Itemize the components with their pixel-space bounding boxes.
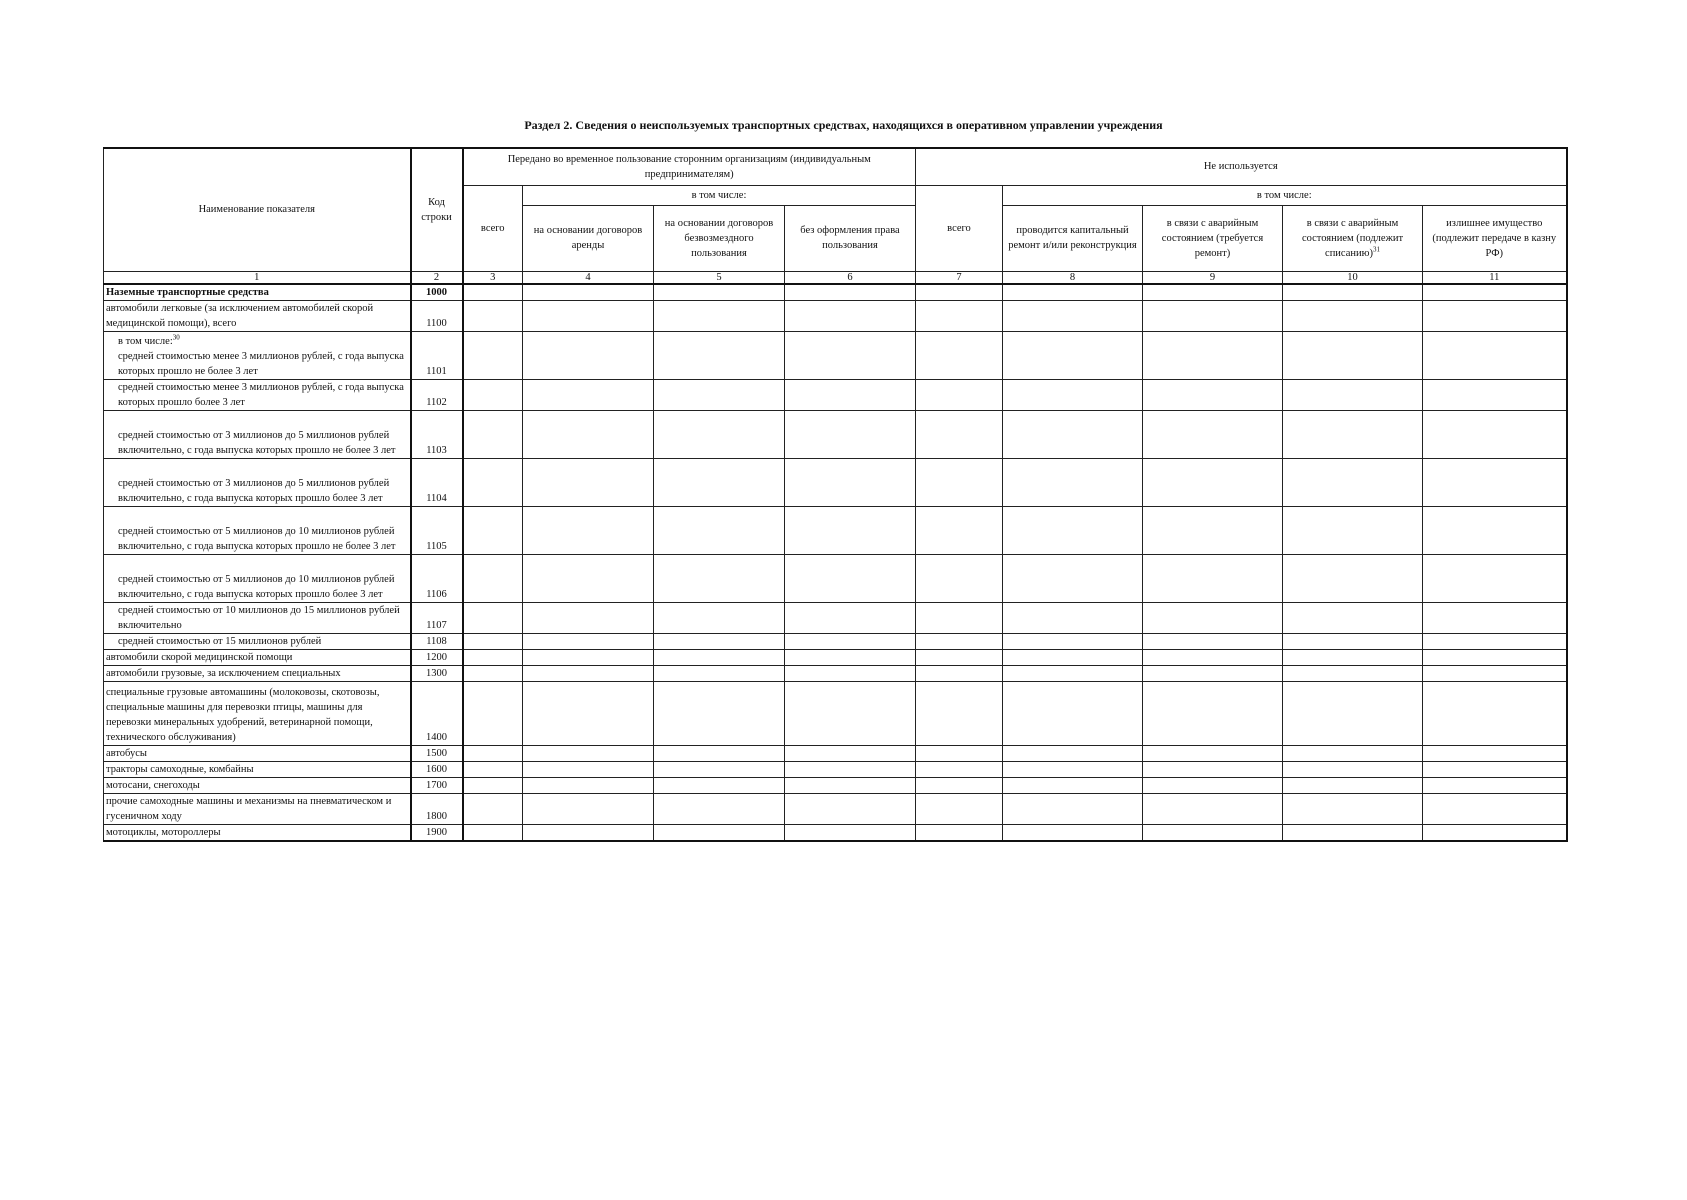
cell-col7[interactable] [916,761,1003,777]
row-code: 1700 [411,777,463,793]
row-code: 1200 [411,649,463,665]
column-number: 10 [1283,271,1423,284]
cell-col10[interactable] [1283,824,1423,841]
cell-col3[interactable] [463,300,523,331]
row-code: 1000 [411,284,463,301]
table-row [104,284,1567,301]
cell-col6[interactable] [785,665,916,681]
cell-col4[interactable] [523,300,654,331]
cell-col8[interactable] [1003,602,1143,633]
table-row [104,777,1567,793]
row-name-text: прочие самоходные машины и механизмы на пневматическом и гусеничном ходу [106,795,392,822]
cell-col8[interactable] [1003,761,1143,777]
cell-col7[interactable] [916,284,1003,301]
column-number: 3 [463,271,523,284]
cell-col9[interactable] [1143,761,1283,777]
row-name-prefix-text: в том числе: [118,335,173,347]
row-name-text: тракторы самоходные, комбайны [106,763,254,775]
cell-col6[interactable] [785,793,916,824]
row-name [104,793,411,824]
header-not-used-incl: в том числе: [1003,185,1567,205]
column-number: 9 [1143,271,1283,284]
table-row [104,745,1567,761]
row-name [104,284,411,301]
cell-col9[interactable] [1143,777,1283,793]
row-name [104,633,411,649]
row-name-prefix [118,334,408,349]
row-code: 1107 [411,602,463,633]
vehicles-table [103,147,1568,842]
cell-col8[interactable] [1003,410,1143,458]
header-col10-footnote: 31 [1372,245,1380,253]
row-name-text: автобусы [106,747,147,759]
cell-col5[interactable] [654,458,785,506]
row-name-text: средней стоимостью от 3 миллионов до 5 миллионов рублей включительно, с года выпуска которых прошло не более 3 лет [118,429,396,456]
cell-col3[interactable] [463,649,523,665]
cell-col3[interactable] [463,633,523,649]
row-name-text: средней стоимостью от 15 миллионов рублей [118,635,322,647]
row-name [104,681,411,745]
cell-col5[interactable] [654,824,785,841]
section-title: Раздел 2. Сведения о неиспользуемых транспортных средствах, находящихся в оперативном управлении учреждения [524,118,1163,132]
column-number: 6 [785,271,916,284]
cell-col3[interactable] [463,554,523,602]
cell-col7[interactable] [916,379,1003,410]
cell-col9[interactable] [1143,458,1283,506]
row-name [104,649,411,665]
cell-col3[interactable] [463,458,523,506]
cell-col11[interactable] [1423,458,1567,506]
cell-col10[interactable] [1283,506,1423,554]
cell-col3[interactable] [463,824,523,841]
column-number: 5 [654,271,785,284]
table-row [104,331,1567,379]
row-name-text: автомобили грузовые, за исключением специальных [106,667,341,679]
header-col10-text: в связи с аварийным состоянием (подлежит списанию) [1301,217,1404,259]
cell-col9[interactable] [1143,793,1283,824]
cell-col10[interactable] [1283,331,1423,379]
cell-col10[interactable] [1283,745,1423,761]
row-name-text: специальные грузовые автомашины (молоковозы, скотовозы, специальные машины для перевозки птицы, машины для перевозки минеральных удобрений, ветеринарной помощи, технического обслуживания) [106,686,380,743]
row-code: 1101 [411,331,463,379]
cell-col11[interactable] [1423,649,1567,665]
cell-col9[interactable] [1143,410,1283,458]
cell-col5[interactable] [654,602,785,633]
header-col8: проводится капитальный ремонт и/или реконструкция [1003,205,1143,271]
row-code: 1106 [411,554,463,602]
column-number: 2 [411,271,463,284]
row-name [104,665,411,681]
header-row-code [411,148,463,271]
cell-col8[interactable] [1003,665,1143,681]
cell-col3[interactable] [463,410,523,458]
cell-col11[interactable] [1423,824,1567,841]
cell-col9[interactable] [1143,681,1283,745]
header-col10 [1283,205,1423,271]
cell-col5[interactable] [654,665,785,681]
cell-col9[interactable] [1143,331,1283,379]
row-name [104,824,411,841]
cell-col7[interactable] [916,602,1003,633]
cell-col11[interactable] [1423,633,1567,649]
row-code: 1105 [411,506,463,554]
cell-col7[interactable] [916,793,1003,824]
cell-col6[interactable] [785,506,916,554]
cell-col6[interactable] [785,458,916,506]
cell-col11[interactable] [1423,379,1567,410]
cell-col5[interactable] [654,379,785,410]
cell-col4[interactable] [523,681,654,745]
row-code: 1500 [411,745,463,761]
cell-col5[interactable] [654,331,785,379]
header-indicator-name: Наименование показателя [104,148,411,271]
cell-col4[interactable] [523,284,654,301]
cell-col10[interactable] [1283,379,1423,410]
column-number: 8 [1003,271,1143,284]
table-row [104,793,1567,824]
cell-col8[interactable] [1003,284,1143,301]
cell-col11[interactable] [1423,793,1567,824]
cell-col4[interactable] [523,665,654,681]
cell-col10[interactable] [1283,777,1423,793]
row-name-text: средней стоимостью менее 3 миллионов рублей, с года выпуска которых прошло не более 3 лет [118,350,404,377]
cell-col5[interactable] [654,554,785,602]
cell-col7[interactable] [916,633,1003,649]
header-col4: на основании договоров аренды [523,205,654,271]
cell-col4[interactable] [523,379,654,410]
header-code-line1: Код [428,196,445,208]
cell-col11[interactable] [1423,300,1567,331]
cell-col8[interactable] [1003,331,1143,379]
cell-col6[interactable] [785,824,916,841]
cell-col5[interactable] [654,284,785,301]
cell-col6[interactable] [785,681,916,745]
cell-col7[interactable] [916,681,1003,745]
row-name-text: средней стоимостью от 3 миллионов до 5 миллионов рублей включительно, с года выпуска которых прошло более 3 лет [118,477,390,504]
cell-col10[interactable] [1283,681,1423,745]
row-name-text: средней стоимостью менее 3 миллионов рублей, с года выпуска которых прошло более 3 лет [118,381,404,408]
cell-col11[interactable] [1423,602,1567,633]
column-number: 11 [1423,271,1567,284]
table-row [104,458,1567,506]
cell-col8[interactable] [1003,793,1143,824]
cell-col3[interactable] [463,745,523,761]
cell-col5[interactable] [654,745,785,761]
cell-col3[interactable] [463,777,523,793]
cell-col10[interactable] [1283,633,1423,649]
cell-col7[interactable] [916,824,1003,841]
cell-col3[interactable] [463,331,523,379]
cell-col7[interactable] [916,506,1003,554]
cell-col8[interactable] [1003,824,1143,841]
cell-col11[interactable] [1423,681,1567,745]
row-name-text: мотосани, снегоходы [106,779,200,791]
cell-col4[interactable] [523,410,654,458]
table-row [104,300,1567,331]
header-code-line2: строки [421,211,452,223]
row-name [104,745,411,761]
column-number: 7 [916,271,1003,284]
cell-col10[interactable] [1283,410,1423,458]
cell-col11[interactable] [1423,761,1567,777]
cell-col10[interactable] [1283,761,1423,777]
table-row [104,379,1567,410]
header-not-used-total: всего [916,185,1003,271]
cell-col5[interactable] [654,777,785,793]
cell-col10[interactable] [1283,458,1423,506]
cell-col9[interactable] [1143,665,1283,681]
cell-col9[interactable] [1143,300,1283,331]
cell-col8[interactable] [1003,777,1143,793]
cell-col4[interactable] [523,745,654,761]
cell-col10[interactable] [1283,665,1423,681]
cell-col4[interactable] [523,793,654,824]
cell-col9[interactable] [1143,745,1283,761]
cell-col6[interactable] [785,745,916,761]
cell-col5[interactable] [654,633,785,649]
row-code: 1104 [411,458,463,506]
cell-col4[interactable] [523,554,654,602]
cell-col5[interactable] [654,410,785,458]
cell-col4[interactable] [523,761,654,777]
cell-col7[interactable] [916,777,1003,793]
row-name [104,554,411,602]
cell-col8[interactable] [1003,633,1143,649]
cell-col8[interactable] [1003,506,1143,554]
cell-col4[interactable] [523,777,654,793]
cell-col11[interactable] [1423,284,1567,301]
cell-col9[interactable] [1143,506,1283,554]
cell-col8[interactable] [1003,681,1143,745]
cell-col10[interactable] [1283,300,1423,331]
row-name [104,379,411,410]
row-name-text: автомобили легковые (за исключением автомобилей скорой медицинской помощи), всего [106,302,374,329]
cell-col10[interactable] [1283,284,1423,301]
cell-col5[interactable] [654,793,785,824]
cell-col4[interactable] [523,633,654,649]
cell-col3[interactable] [463,284,523,301]
row-name [104,300,411,331]
cell-col9[interactable] [1143,602,1283,633]
row-code: 1100 [411,300,463,331]
row-code: 1103 [411,410,463,458]
header-transferred-incl: в том числе: [523,185,916,205]
header-not-used: Не используется [916,148,1567,185]
cell-col10[interactable] [1283,554,1423,602]
cell-col7[interactable] [916,410,1003,458]
header-col9: в связи с аварийным состоянием (требуется ремонт) [1143,205,1283,271]
cell-col5[interactable] [654,681,785,745]
row-name [104,777,411,793]
cell-col4[interactable] [523,458,654,506]
cell-col3[interactable] [463,761,523,777]
cell-col3[interactable] [463,665,523,681]
row-name-text: Наземные транспортные средства [106,286,269,298]
cell-col7[interactable] [916,458,1003,506]
header-transferred-total: всего [463,185,523,271]
cell-col4[interactable] [523,824,654,841]
table-row [104,602,1567,633]
cell-col9[interactable] [1143,554,1283,602]
cell-col6[interactable] [785,284,916,301]
cell-col6[interactable] [785,602,916,633]
cell-col11[interactable] [1423,777,1567,793]
cell-col7[interactable] [916,665,1003,681]
row-code: 1400 [411,681,463,745]
column-number: 4 [523,271,654,284]
cell-col11[interactable] [1423,665,1567,681]
cell-col4[interactable] [523,649,654,665]
row-code: 1300 [411,665,463,681]
cell-col9[interactable] [1143,379,1283,410]
cell-col6[interactable] [785,761,916,777]
cell-col7[interactable] [916,745,1003,761]
table-row [104,554,1567,602]
table-row [104,649,1567,665]
row-name-text: автомобили скорой медицинской помощи [106,651,293,663]
row-name [104,506,411,554]
row-name-text: средней стоимостью от 10 миллионов до 15 миллионов рублей включительно [118,604,400,631]
header-col11: излишнее имущество (подлежит передаче в казну РФ) [1423,205,1567,271]
form-table-wrapper [103,147,1566,842]
row-code: 1108 [411,633,463,649]
cell-col9[interactable] [1143,633,1283,649]
row-name [104,458,411,506]
cell-col11[interactable] [1423,506,1567,554]
cell-col6[interactable] [785,410,916,458]
row-code: 1800 [411,793,463,824]
cell-col8[interactable] [1003,458,1143,506]
cell-col11[interactable] [1423,554,1567,602]
cell-col4[interactable] [523,506,654,554]
cell-col5[interactable] [654,649,785,665]
cell-col9[interactable] [1143,649,1283,665]
cell-col8[interactable] [1003,554,1143,602]
row-name-text: средней стоимостью от 5 миллионов до 10 миллионов рублей включительно, с года выпуска которых прошло более 3 лет [118,573,395,600]
header-transferred: Передано во временное пользование сторонним организациям (индивидуальным предпринимателям) [463,148,916,185]
cell-col4[interactable] [523,331,654,379]
cell-col8[interactable] [1003,649,1143,665]
cell-col7[interactable] [916,331,1003,379]
row-name-text: мотоциклы, мотороллеры [106,826,221,838]
row-code: 1900 [411,824,463,841]
cell-col6[interactable] [785,379,916,410]
cell-col8[interactable] [1003,379,1143,410]
cell-col7[interactable] [916,300,1003,331]
cell-col6[interactable] [785,300,916,331]
cell-col11[interactable] [1423,410,1567,458]
cell-col6[interactable] [785,777,916,793]
row-code: 1102 [411,379,463,410]
cell-col6[interactable] [785,649,916,665]
row-code: 1600 [411,761,463,777]
cell-col7[interactable] [916,649,1003,665]
row-name [104,410,411,458]
table-row [104,506,1567,554]
cell-col10[interactable] [1283,602,1423,633]
cell-col11[interactable] [1423,745,1567,761]
header-col5: на основании договоров безвозмездного пользования [654,205,785,271]
column-number: 1 [104,271,411,284]
cell-col5[interactable] [654,761,785,777]
header-col6: без оформления права пользования [785,205,916,271]
cell-col8[interactable] [1003,300,1143,331]
row-name [104,602,411,633]
cell-col8[interactable] [1003,745,1143,761]
column-number-row [104,271,1567,284]
table-row [104,665,1567,681]
table-row [104,681,1567,745]
table-row [104,761,1567,777]
cell-col9[interactable] [1143,284,1283,301]
cell-col9[interactable] [1143,824,1283,841]
row-name [104,331,411,379]
row-name-text: средней стоимостью от 5 миллионов до 10 миллионов рублей включительно, с года выпуска которых прошло не более 3 лет [118,525,396,552]
cell-col11[interactable] [1423,331,1567,379]
cell-col6[interactable] [785,633,916,649]
cell-col5[interactable] [654,300,785,331]
cell-col6[interactable] [785,331,916,379]
cell-col10[interactable] [1283,793,1423,824]
cell-col4[interactable] [523,602,654,633]
row-name [104,761,411,777]
cell-col5[interactable] [654,506,785,554]
cell-col3[interactable] [463,681,523,745]
table-row [104,824,1567,841]
table-row [104,633,1567,649]
table-row [104,410,1567,458]
cell-col3[interactable] [463,793,523,824]
cell-col3[interactable] [463,506,523,554]
row-name-prefix-footnote: 30 [172,333,180,341]
cell-col6[interactable] [785,554,916,602]
cell-col3[interactable] [463,602,523,633]
cell-col7[interactable] [916,554,1003,602]
cell-col10[interactable] [1283,649,1423,665]
cell-col3[interactable] [463,379,523,410]
table-body [104,284,1567,841]
